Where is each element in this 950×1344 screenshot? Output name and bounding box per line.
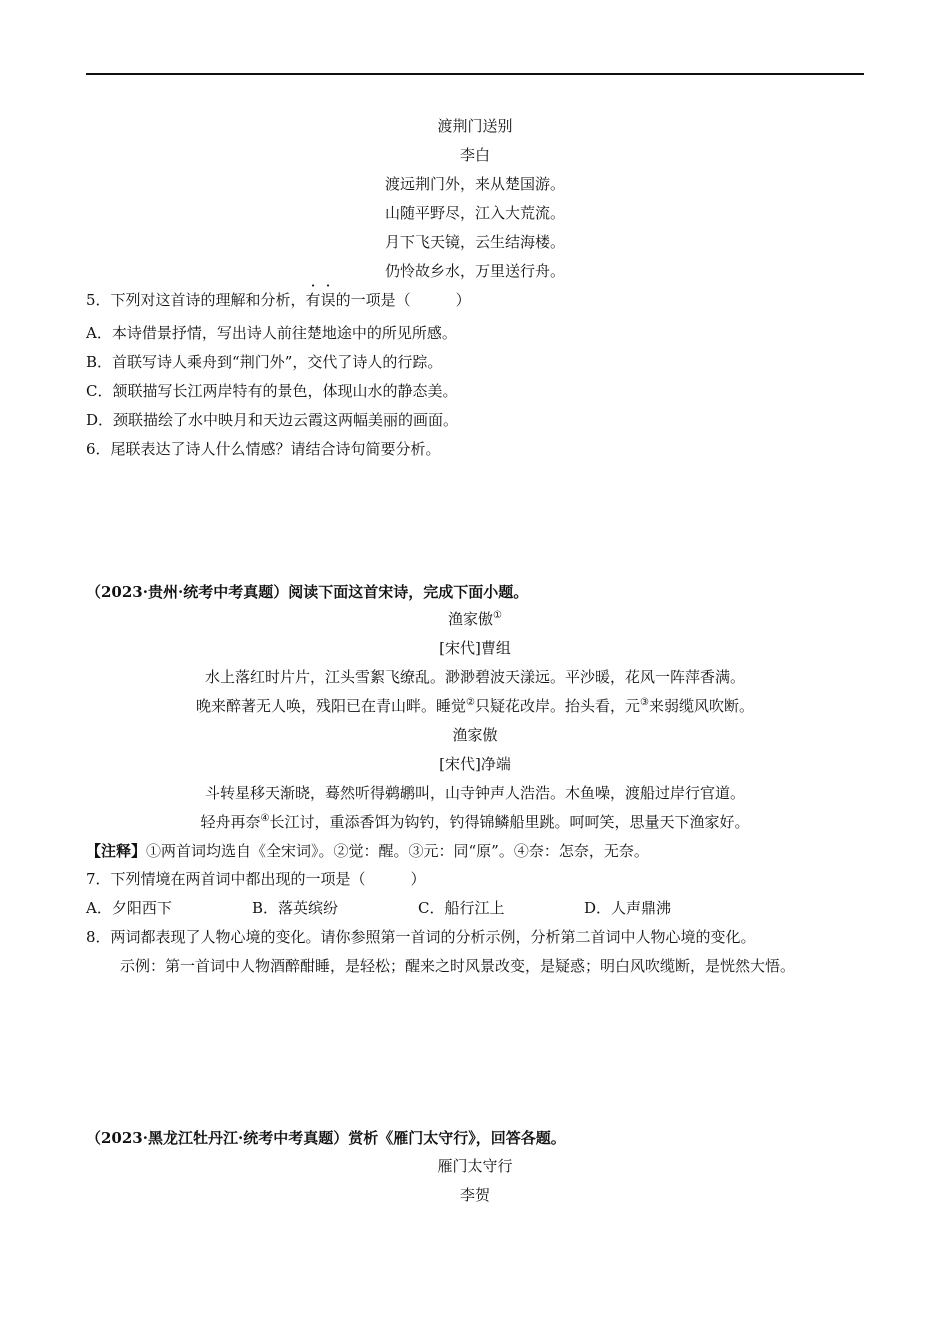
poem-a-line-2-part-3: 来弱缆风吹断。 [648, 697, 754, 715]
section3-poem-title: 雁门太守行 [437, 1157, 513, 1175]
poem-a-title-text: 渔家傲 [448, 610, 494, 628]
section3-header: （2023·黑龙江牡丹江·统考中考真题）赏析《雁门太守行》，回答各题。 [86, 1129, 566, 1147]
q5-stem-before: 5．下列对这首诗的理解和分析， [86, 291, 306, 309]
poem-b-line-1: 斗转星移天渐晓，蓦然听得鹈鹕叫，山寺钟声人浩浩。木鱼噪，渡船过岸行官道。 [204, 784, 745, 802]
q7-option-c: C．船行江上 [418, 899, 505, 917]
poem-a-note-2: ② [466, 697, 475, 708]
poem1-line-1: 渡远荆门外，来从楚国游。 [384, 175, 565, 193]
header-rule [86, 73, 864, 75]
poem-a-line-1: 水上落红时片片，江头雪絮飞缭乱。渺渺碧波天漾远。平沙暖，花风一阵萍香满。 [204, 668, 745, 686]
poem1-author: 李白 [459, 146, 490, 164]
q5-stem [86, 290, 471, 310]
poem1-title: 渡荆门送别 [437, 117, 513, 135]
poem-a-line-2 [0, 696, 950, 716]
q5-stem-after: 的一项是（ ） [335, 291, 471, 309]
q7-option-d: D．人声鼎沸 [584, 899, 672, 917]
section2-header: （2023·贵州·统考中考真题）阅读下面这首宋诗，完成下面小题。 [86, 583, 529, 601]
q7-stem: 7．下列情境在两首词中都出现的一项是（ ） [86, 870, 426, 888]
poem-a-title-note: ① [493, 610, 502, 621]
q7-options [86, 898, 671, 918]
q7-option-a: A．夕阳西下 [86, 899, 172, 917]
q5-option-a: A．本诗借景抒情，写出诗人前往楚地途中的所见所感。 [86, 324, 457, 342]
poem-b-line-2 [0, 812, 950, 832]
poem1-line-3: 月下飞天镜，云生结海楼。 [384, 233, 565, 251]
poem-b-line-2-part-1: 轻舟再奈 [200, 813, 261, 831]
q5-option-b: B．首联写诗人乘舟到“荆门外”，交代了诗人的行踪。 [86, 353, 443, 371]
poem-b-author: [宋代]净端 [439, 755, 511, 773]
annotation [86, 841, 649, 861]
poem-b-title: 渔家傲 [452, 726, 498, 744]
q5-option-c: C．颔联描写长江两岸特有的景色，体现山水的静态美。 [86, 382, 458, 400]
q5-emphasis-2: 误 [320, 291, 336, 309]
q5-option-d: D．颈联描绘了水中映月和天边云霞这两幅美丽的画面。 [86, 411, 459, 429]
poem-a-title [0, 609, 950, 629]
q7-option-b: B．落英缤纷 [252, 899, 339, 917]
poem1-line-2: 山随平野尽，江入大荒流。 [384, 204, 565, 222]
poem-a-author: [宋代]曹组 [439, 639, 511, 657]
q8-stem: 8．两词都表现了人物心境的变化。请你参照第一首词的分析示例，分析第二首词中人物心境的变化。 [86, 928, 756, 946]
poem-a-note-3: ③ [640, 697, 649, 708]
poem-b-note-4: ④ [260, 813, 270, 824]
q6-stem: 6．尾联表达了诗人什么情感？请结合诗句简要分析。 [86, 440, 441, 458]
poem1-line-4: 仍怜故乡水，万里送行舟。 [384, 262, 565, 280]
poem-a-line-2-part-1: 晚来醉著无人唤，残阳已在青山畔。睡觉 [196, 697, 467, 715]
q8-example: 示例：第一首词中人物酒醉酣睡，是轻松；醒来之时风景改变，是疑惑；明白风吹缆断，是恍然大悟。 [120, 957, 796, 975]
annotation-label: 【注释】 [86, 842, 147, 860]
poem-a-line-2-part-2: 只疑花改岸。抬头看，元 [474, 697, 640, 715]
section3-poem-author: 李贺 [459, 1186, 490, 1204]
poem-b-line-2-part-2: 长江讨，重添香饵为钩钓，钓得锦鳞船里跳。呵呵笑，思量天下渔家好。 [269, 813, 750, 831]
annotation-text: ①两首词均选自《全宋词》。②觉：醒。③元：同“原”。④奈：怎奈，无奈。 [146, 842, 649, 860]
q5-emphasis-1: 有 [305, 291, 321, 309]
